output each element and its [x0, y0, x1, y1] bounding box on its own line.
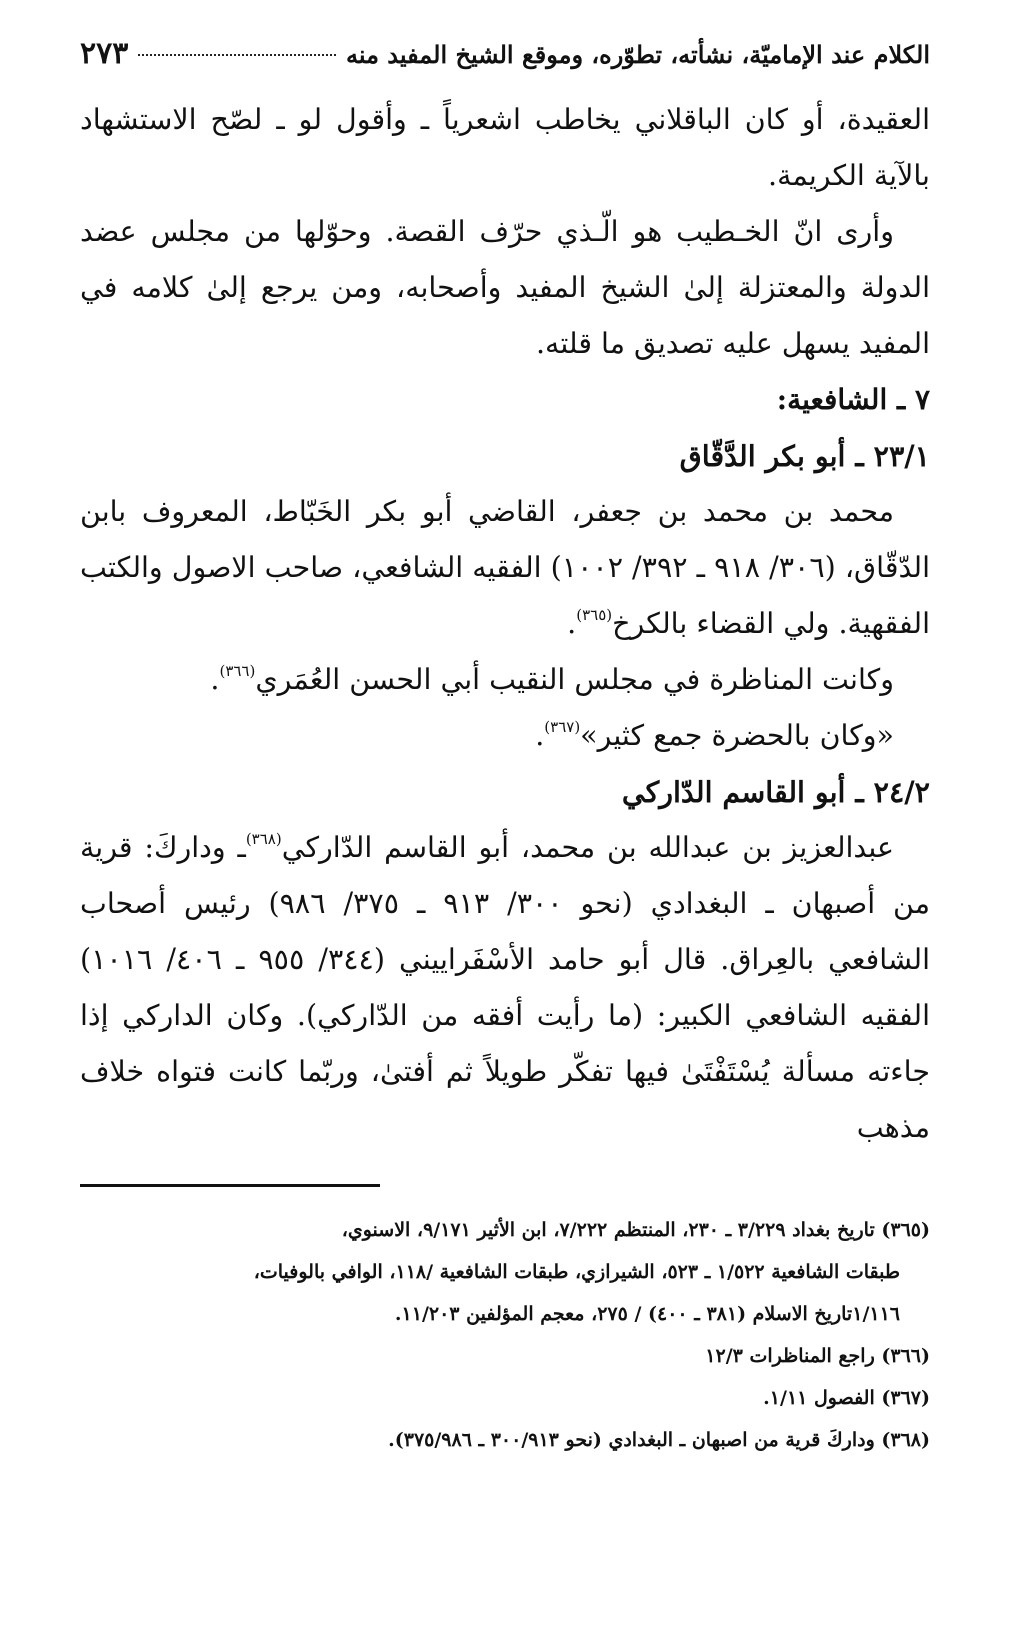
paragraph-3-text: محمد بن محمد بن جعفر، القاضي أبو بكر الخَبّاط، المعروف بابن الدّقّاق، (٣٠٦/ ٩١٨ ـ ٣٩٢/ ١٠٠٢) الفقيه الشافعي، صاحب الاصول والكتب الفقهية. ولي القضاء بالكرخ	[80, 495, 931, 640]
subheading-2: ٢٤/٢ ـ أبو القاسم الدّاركي	[621, 775, 930, 809]
paragraph-4-text: وكانت المناظرة في مجلس النقيب أبي الحسن العُمَري	[255, 663, 894, 696]
footnote-line: الفصول ١/١١.	[763, 1387, 875, 1409]
footnote-ref-366[interactable]: (٣٦٦)	[219, 662, 256, 680]
page-number: ٢٧٣	[80, 36, 129, 71]
footnote-number: (٣٦٦)	[881, 1345, 930, 1367]
footnote-ref-365[interactable]: (٣٦٥)	[576, 606, 613, 624]
book-page	[80, 36, 930, 1596]
header-title: الكلام عند الإماميّة، نشأته، تطوّره، وموقع الشيخ المفيد منه	[345, 40, 930, 69]
footnote-line: تاريخ بغداد ٣/٢٢٩ ـ ٢٣٠، المنتظم ٧/٢٢٢، ابن الأثير ٩/١٧١، الاسنوي،	[341, 1219, 875, 1241]
footnote-number: (٣٦٥)	[881, 1219, 930, 1241]
header-dot-leader	[138, 54, 336, 56]
footnote-ref-368[interactable]: (٣٦٨)	[245, 830, 282, 848]
paragraph-2: وأرى انّ الخـطيب هو الّـذي حرّف القصة. وحوّلها من مجلس عضد الدولة والمعتزلة إلىٰ الشيخ المفيد وأصحابه، ومن يرجع إلىٰ كلامه في المفيد يسهل عليه تصديق ما قلته.	[80, 215, 930, 360]
footnote-367	[80, 1377, 930, 1419]
paragraph-3-end: .	[567, 607, 577, 640]
subheading-1: ٢٣/١ ـ أبو بكر الدَّقّاق	[679, 439, 930, 473]
paragraph-3	[80, 484, 930, 652]
footnote-368	[80, 1419, 930, 1461]
footnote-line: راجع المناظرات ١٢/٣	[705, 1345, 875, 1367]
paragraph-5-end: .	[535, 719, 545, 752]
footnote-365	[80, 1209, 930, 1251]
paragraph-1: العقيدة، أو كان الباقلاني يخاطب اشعرياً ـ وأقول لو ـ لصّح الاستشهاد بالآية الكريمة.	[80, 103, 930, 192]
footnotes	[80, 1209, 930, 1461]
footnote-number: (٣٦٧)	[881, 1387, 930, 1409]
footnote-ref-367[interactable]: (٣٦٧)	[544, 718, 581, 736]
main-text	[80, 92, 930, 1156]
paragraph-5-text: «وكان بالحضرة جمع كثير»	[580, 719, 894, 752]
footnote-366	[80, 1335, 930, 1377]
footnote-365-cont: طبقات الشافعية ١/٥٢٢ ـ ٥٢٣، الشيرازي، طبقات الشافعية /١١٨، الوافي بالوفيات،	[253, 1261, 900, 1283]
section-heading: ٧ ـ الشافعية:	[776, 383, 930, 416]
paragraph-6-start: عبدالعزيز بن عبدالله بن محمد، أبو القاسم الدّاركي	[281, 831, 894, 864]
paragraph-6-rest: ـ وداركَ: قرية من أصبهان ـ البغدادي (نحو ٣٠٠/ ٩١٣ ـ ٣٧٥/ ٩٨٦) رئيس أصحاب الشافعي بالعِراق. قال أبو حامد الأسْفَراييني (٣٤٤/ ٩٥٥ ـ ٤٠٦/ ١٠١٦) الفقيه الشافعي الكبير: (ما رأيت أفقه من الدّاركي). وكان الداركي إذا جاءته مسألة يُسْتَفْتَىٰ فيها تفكّر طويلاً ثم أفتىٰ، وربّما كانت فتواه خلاف مذهب	[80, 831, 930, 1144]
running-header	[80, 36, 930, 92]
paragraph-4	[80, 652, 930, 708]
footnote-365-cont: ١/١١٦تاريخ الاسلام (٣٨١ ـ ٤٠٠) / ٢٧٥، معجم المؤلفين ١١/٢٠٣.	[394, 1303, 900, 1325]
paragraph-6	[80, 820, 930, 1156]
paragraph-4-end: .	[210, 663, 220, 696]
footnote-line: وداركَ قرية من اصبهان ـ البغدادي (نحو ٣٠٠/٩١٣ ـ ٣٧٥/٩٨٦).	[388, 1429, 875, 1451]
footnote-separator	[80, 1184, 380, 1187]
paragraph-5	[80, 708, 930, 764]
footnote-number: (٣٦٨)	[881, 1429, 930, 1451]
